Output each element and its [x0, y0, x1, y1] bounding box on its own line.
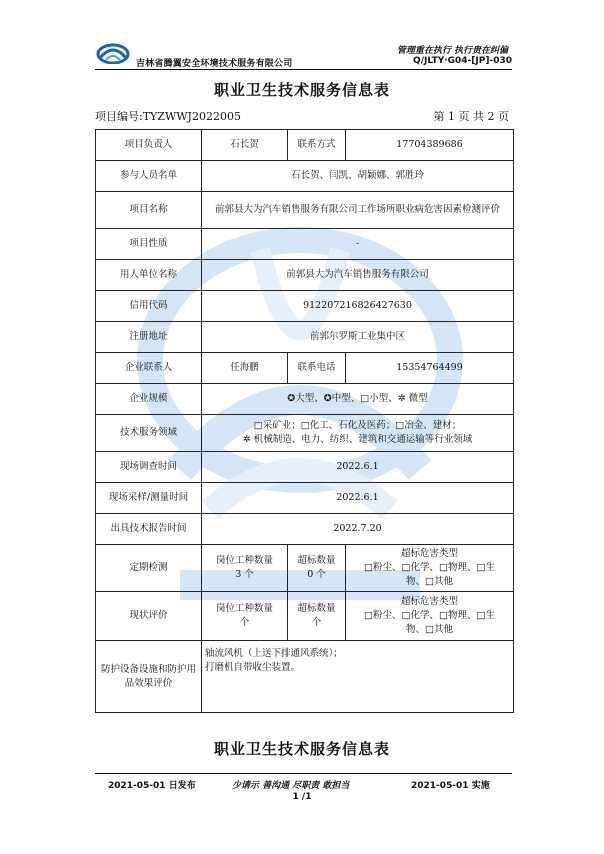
cell-value [202, 415, 514, 452]
table-row [96, 192, 514, 229]
hazard-type-label: 超标危害类型 [400, 548, 458, 559]
project-number: 项目编号:TYZWWJ2022005 [95, 110, 241, 123]
cell-label: 定期检测 [96, 545, 202, 592]
info-table [95, 129, 514, 713]
cell-value [346, 545, 514, 592]
cell-label: 用人单位名称 [96, 260, 202, 291]
footer-page-number: 1 /1 [292, 792, 312, 802]
table-row [96, 260, 514, 291]
page-title-repeat: 职业卫生技术服务信息表 [213, 740, 390, 758]
header-divider [95, 69, 512, 70]
cell-label: 项目性质 [96, 229, 202, 260]
cell-value: 前郭尔罗斯工业集中区 [202, 322, 514, 353]
table-row [96, 545, 514, 592]
footer-implement-date: 2021-05-01 实施 [411, 781, 490, 791]
cell-value [202, 641, 514, 713]
domain-line-1: □采矿业；□化工、石化及医药；□冶金、建材； [253, 420, 462, 431]
table-row [96, 483, 514, 514]
cell-value: 15354764499 [346, 353, 514, 384]
table-row [96, 641, 514, 713]
hazard-line-2: 物、□其他 [406, 624, 453, 635]
cell-value [346, 592, 514, 641]
exceed-label: 超标数量 [297, 555, 336, 566]
table-row [96, 291, 514, 322]
cell-label: 项目名称 [96, 192, 202, 229]
post-count-value: 个 [239, 617, 250, 628]
footer-release-date: 2021-05-01 日发布 [108, 781, 196, 791]
table-row [96, 130, 514, 161]
cell-label: 现状评价 [96, 592, 202, 641]
cell-label: 出具技术报告时间 [96, 514, 202, 545]
cell-value [288, 592, 346, 641]
cell-label: 参与人员名单 [96, 161, 202, 192]
cell-value [202, 592, 288, 641]
exceed-label: 超标数量 [297, 603, 336, 614]
table-row [96, 592, 514, 641]
table-row [96, 384, 514, 415]
cell-label: 注册地址 [96, 322, 202, 353]
table-row [96, 353, 514, 384]
protect-line-2: 打磨机自带收尘装置。 [205, 662, 301, 673]
cell-label: 联系电话 [288, 353, 346, 384]
table-row [96, 415, 514, 452]
table-row [96, 161, 514, 192]
header-document-code: Q/JLTY·G04-[JP]-030 [413, 56, 512, 66]
cell-value [288, 545, 346, 592]
cell-value: - [202, 229, 514, 260]
table-row [96, 322, 514, 353]
post-count-value: 3 个 [235, 569, 254, 580]
cell-label: 联系方式 [288, 130, 346, 161]
exceed-value: 0 个 [307, 569, 326, 580]
header-company-name: 吉林省腾翼安全环境技术服务有限公司 [136, 59, 293, 69]
exceed-value: 个 [311, 617, 322, 628]
cell-value: 17704389686 [346, 130, 514, 161]
header-slogan: 管理重在执行 执行贵在纠偏 [396, 46, 508, 56]
footer-divider [95, 773, 512, 774]
table-row [96, 452, 514, 483]
cell-label: 项目负责人 [96, 130, 202, 161]
page-title: 职业卫生技术服务信息表 [213, 81, 390, 99]
post-count-label: 岗位工种数量 [215, 603, 273, 614]
cell-label: 技术服务领域 [96, 415, 202, 452]
cell-value: ✪大型、✪中型、□小型、✲ 微型 [202, 384, 514, 415]
cell-value: 石长贺 [202, 130, 288, 161]
protect-line-1: 轴流风机（上送下排通风系统）； [205, 648, 343, 659]
cell-label: 现场采样/测量时间 [96, 483, 202, 514]
cell-value: 任海鹏 [202, 353, 288, 384]
hazard-line-1: □粉尘、□化学、□物理、□生 [364, 562, 495, 573]
cell-label: 现场调查时间 [96, 452, 202, 483]
cell-value: 2022.6.1 [202, 483, 514, 514]
hazard-line-1: □粉尘、□化学、□物理、□生 [364, 610, 495, 621]
cell-value [202, 545, 288, 592]
cell-label: 防护设备设施和防护用品效果评价 [96, 641, 202, 713]
table-row [96, 514, 514, 545]
company-logo-icon [96, 40, 130, 64]
cell-value: 2022.6.1 [202, 452, 514, 483]
hazard-type-label: 超标危害类型 [400, 596, 458, 607]
cell-label: 信用代码 [96, 291, 202, 322]
cell-value: 石长贺、闫凯、胡颖娜、郭胜玲 [202, 161, 514, 192]
page-info: 第 1 页 共 2 页 [433, 110, 509, 123]
cell-label: 企业联系人 [96, 353, 202, 384]
cell-value: 前郭县大为汽车销售服务有限公司 [202, 260, 514, 291]
footer-motto: 少请示 善沟通 尽职责 敢担当 [232, 781, 350, 791]
post-count-label: 岗位工种数量 [215, 555, 273, 566]
domain-line-2: ✲ 机械制造、电力、纺织、建筑和交通运输等行业领域 [242, 434, 473, 445]
cell-value: 91220721682642763​0 [202, 291, 514, 322]
table-row [96, 229, 514, 260]
cell-value: 2022.7.20 [202, 514, 514, 545]
hazard-line-2: 物、□其他 [406, 576, 453, 587]
cell-label: 企业规模 [96, 384, 202, 415]
cell-value: 前郭县大为汽车销售服务有限公司工作场所职业病危害因素检测评价 [202, 192, 514, 229]
